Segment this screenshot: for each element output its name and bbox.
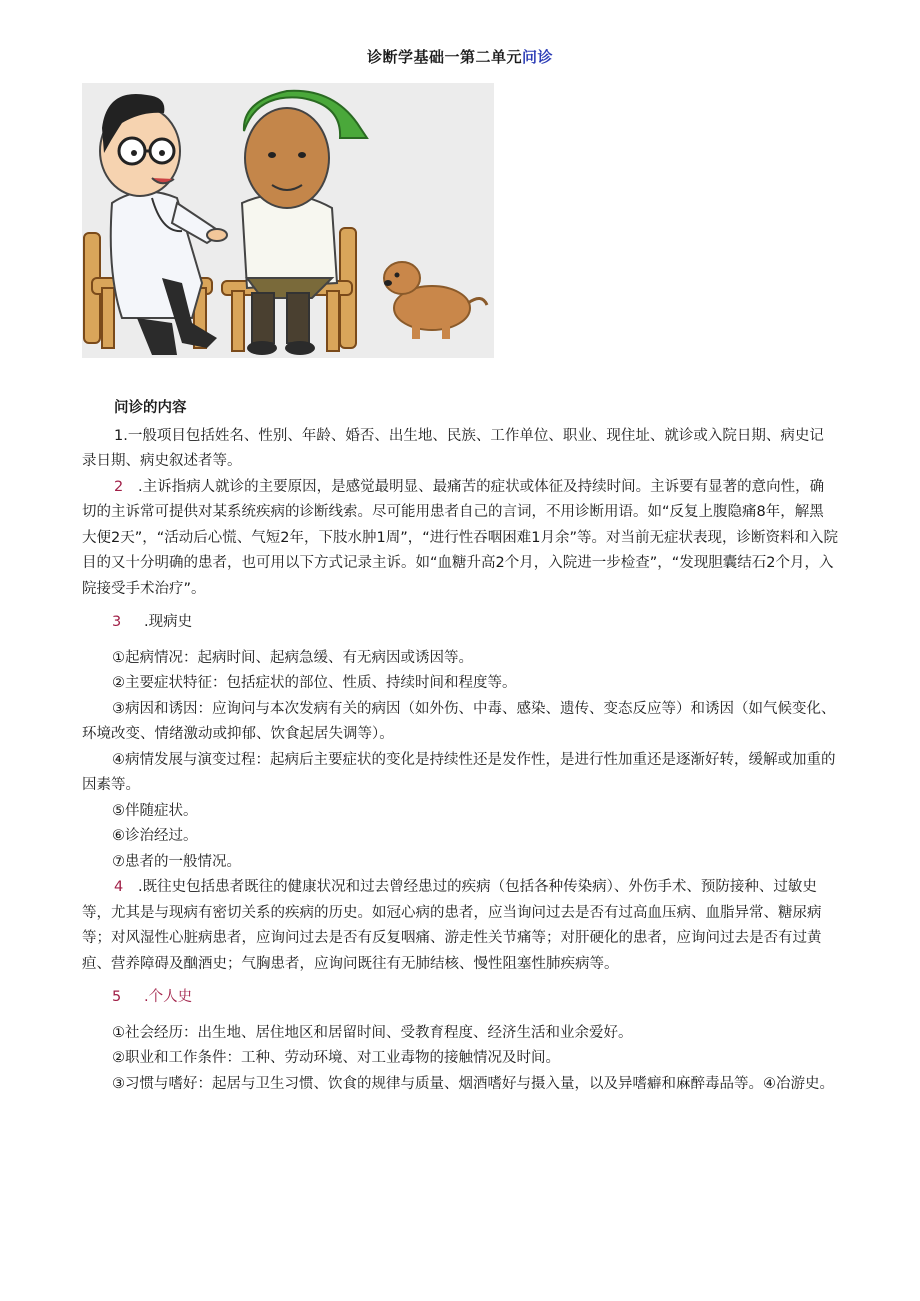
list-item: ③病因和诱因：应询问与本次发病有关的病因（如外伤、中毒、感染、遗传、变态反应等）和诱因（如气候变化、环境改变、情绪激动或抑郁、饮食起居失调等）。: [82, 700, 836, 742]
section-personal-history: [82, 985, 838, 1011]
paragraph-chief-complaint: [82, 475, 838, 603]
section-title-3: .现病史: [144, 614, 193, 630]
paragraph-past-history-text: .既往史包括患者既往的健康状况和过去曾经患过的疾病（包括各种传染病）、外伤手术、预防接种、过敏史等，尤其是与现病有密切关系的疾病的历史。如冠心病的患者，应当询问过去是否有过高血压病、血脂异常、糖尿病等；对风湿性心脏病患者，应询问过去是否有反复咽痛、游走性关节痛等；对肝硬化的患者，应询问过去是否有过黄疸、营养障碍及酗酒史；气胸患者，应询问既往有无肺结核、慢性阻塞性肺疾病等。: [82, 879, 822, 972]
list-item: ⑥诊治经过。: [112, 828, 198, 844]
section-title-5: .个人史: [144, 989, 193, 1005]
section-present-illness: [82, 610, 838, 636]
title-highlight: 问诊: [522, 48, 554, 66]
list-item: ⑦患者的一般情况。: [112, 853, 241, 870]
document-body: [82, 396, 838, 1097]
list-item: ⑤伴随症状。: [112, 802, 198, 819]
list-item: ③习惯与嗜好：起居与卫生习惯、饮食的规律与质量、烟酒嗜好与摄入量，以及异嗜癖和麻醉毒品等。④冶游史。: [112, 1075, 834, 1092]
list-item: ④病情发展与演变过程：起病后主要症状的变化是持续性还是发作性，是进行性加重还是逐渐好转，缓解或加重的因素等。: [82, 751, 836, 793]
doctor-patient-illustration: [82, 83, 494, 358]
list-item: ②职业和工作条件：工种、劳动环境、对工业毒物的接触情况及时间。: [112, 1050, 560, 1066]
paragraph-general-items: 1.一般项目包括姓名、性别、年龄、婚否、出生地、民族、工作单位、职业、现住址、就诊或入院日期、病史记录日期、病史叙述者等。: [82, 427, 824, 469]
section-heading: 问诊的内容: [114, 400, 187, 416]
section-number-5: 5: [112, 989, 122, 1005]
illustration-svg: [82, 83, 494, 358]
section-number-4: 4: [114, 879, 124, 895]
list-item: ①起病情况：起病时间、起病急缓、有无病因或诱因等。: [112, 649, 473, 666]
section-number-3: 3: [112, 614, 122, 630]
list-item: ②主要症状特征：包括症状的部位、性质、持续时间和程度等。: [112, 675, 517, 691]
paragraph-past-history: [82, 875, 838, 977]
title-text: 诊断学基础一第二单元: [366, 48, 522, 66]
page-title: [0, 46, 920, 67]
list-item: ①社会经历：出生地、居住地区和居留时间、受教育程度、经济生活和业余爱好。: [112, 1024, 633, 1041]
section-number-2: 2: [114, 478, 124, 495]
paragraph-chief-complaint-text: .主诉指病人就诊的主要原因，是感觉最明显、最痛苦的症状或体征及持续时间。主诉要有显著的意向性，确切的主诉常可提供对某系统疾病的诊断线索。尽可能用患者自己的言词，不用诊断用语。如“反复上腹隐痛8年，解黑大便2天”，“活动后心慌、气短2年，下肢水肿1周”，“进行性吞咽困难1月余”等。对当前无症状表现，诊断资料和入院目的又十分明确的患者，也可用以下方式记录主诉。如“血糖升高2个月，入院进一步检查”，“发现胆囊结石2个月，入院接受手术治疗”。: [82, 478, 838, 597]
